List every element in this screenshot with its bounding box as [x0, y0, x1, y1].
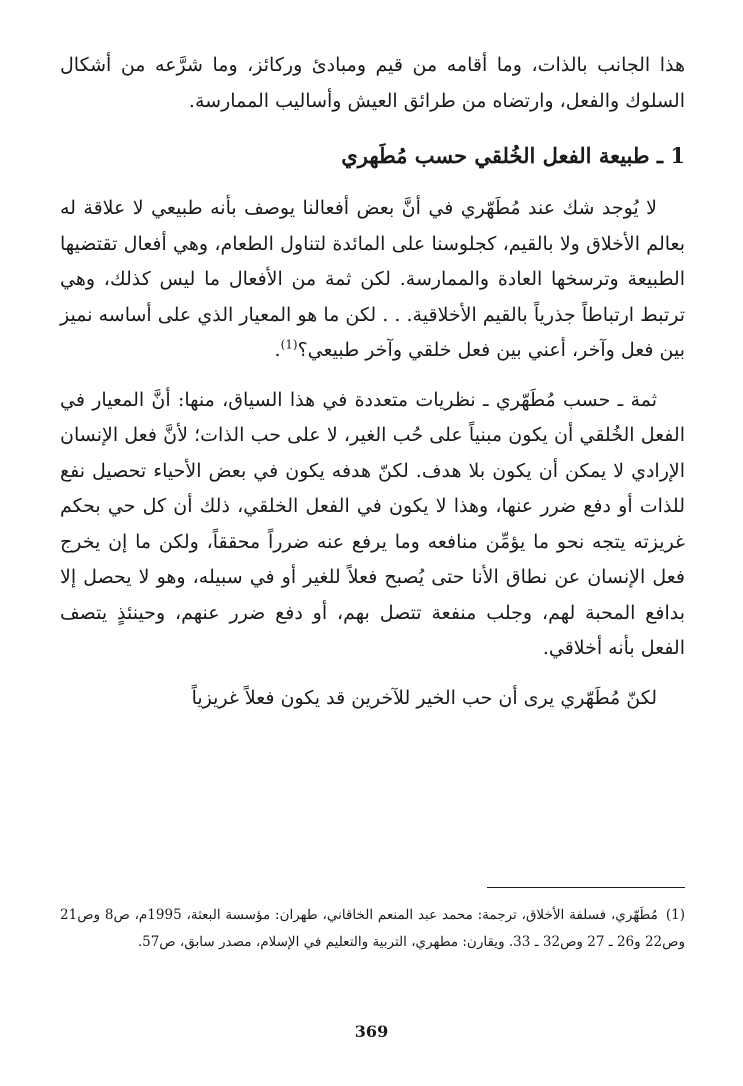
footnote-reference[interactable]: (1) [280, 337, 298, 352]
paragraph-1 [60, 191, 685, 369]
paragraph-1-end: . [274, 339, 281, 361]
footnote-1 [60, 902, 685, 955]
footnotes [60, 902, 685, 955]
paragraph-1-text: لا يُوجد شك عند مُطَهّري في أنَّ بعض أفعالنا يوصف بأنه طبيعي لا علاقة له بعالم الأخلاق ولا بالقيم، كجلوسنا على المائدة لتناول الطعام، وهي أفعال تقتضيها الطبيعة وترسخها العادة والممارسة. لكن ثمة من الأفعال ما ليس كذلك، وهي ترتبط ارتباطاً جذرياً بالقيم الأخلاقية. . . لكن ما هو المعيار الذي على أساسه نميز بين فعل وآخر، أعني بين فعل خلقي وآخر طبيعي؟ [60, 197, 685, 361]
footnote-divider [487, 887, 685, 888]
footnote-number: (1) [665, 907, 685, 923]
footnote-text: مُطَهّري، فسلفة الأخلاق، ترجمة: محمد عبد المنعم الخاقاني، طهران: مؤسسة البعثة، 1995م، ص8 وص21 وص22 و26 ـ 27 وص32 ـ 33. ويقارن: مطهري، التربية والتعليم في الإسلام، مصدر سابق، ص57. [60, 907, 685, 950]
continuation-paragraph: هذا الجانب بالذات، وما أقامه من قيم ومبادئ وركائز، وما شرَّعه من أشكال السلوك والفعل، وارتضاه من طرائق العيش وأساليب الممارسة. [60, 54, 685, 112]
paragraph-3: لكنّ مُطَهّري يرى أن حب الخير للآخرين قد يكون فعلاً غريزياً [191, 686, 657, 709]
paragraph-2: ثمة ـ حسب مُطَهّري ـ نظريات متعددة في هذا السياق، منها: أنَّ المعيار في الفعل الخُلقي أن يكون مبنياً على حُب الغير، لا على حب الذات؛ لأنَّ فعل الإنسان الإرادي لا يمكن أن يكون بلا هدف. لكنّ هدفه يكون في بعض الأحياء تحصيل نفع للذات أو دفع ضرر عنها، وهذا لا يكون في الفعل الخلقي، ذلك أن كل حي بحكم غريزته يتجه نحو ما يؤمِّن منافعه وما يرفع عنه ضرراً محققاً، ولكن ما إن يخرج فعل الإنسان عن نطاق الأنا حتى يُصبح فعلاً للغير أو في سبيله، وهو لا يحصل إلا بدافع المحبة لهم، وجلب منفعة تتصل بهم، أو دفع ضرر عنهم، وحينئذٍ يتصف الفعل بأنه أخلاقي. [60, 388, 685, 659]
section-heading: 1 ـ طبيعة الفعل الخُلقي حسب مُطَهري [341, 143, 685, 168]
body-text [60, 48, 685, 730]
page-number: 369 [354, 1022, 389, 1041]
